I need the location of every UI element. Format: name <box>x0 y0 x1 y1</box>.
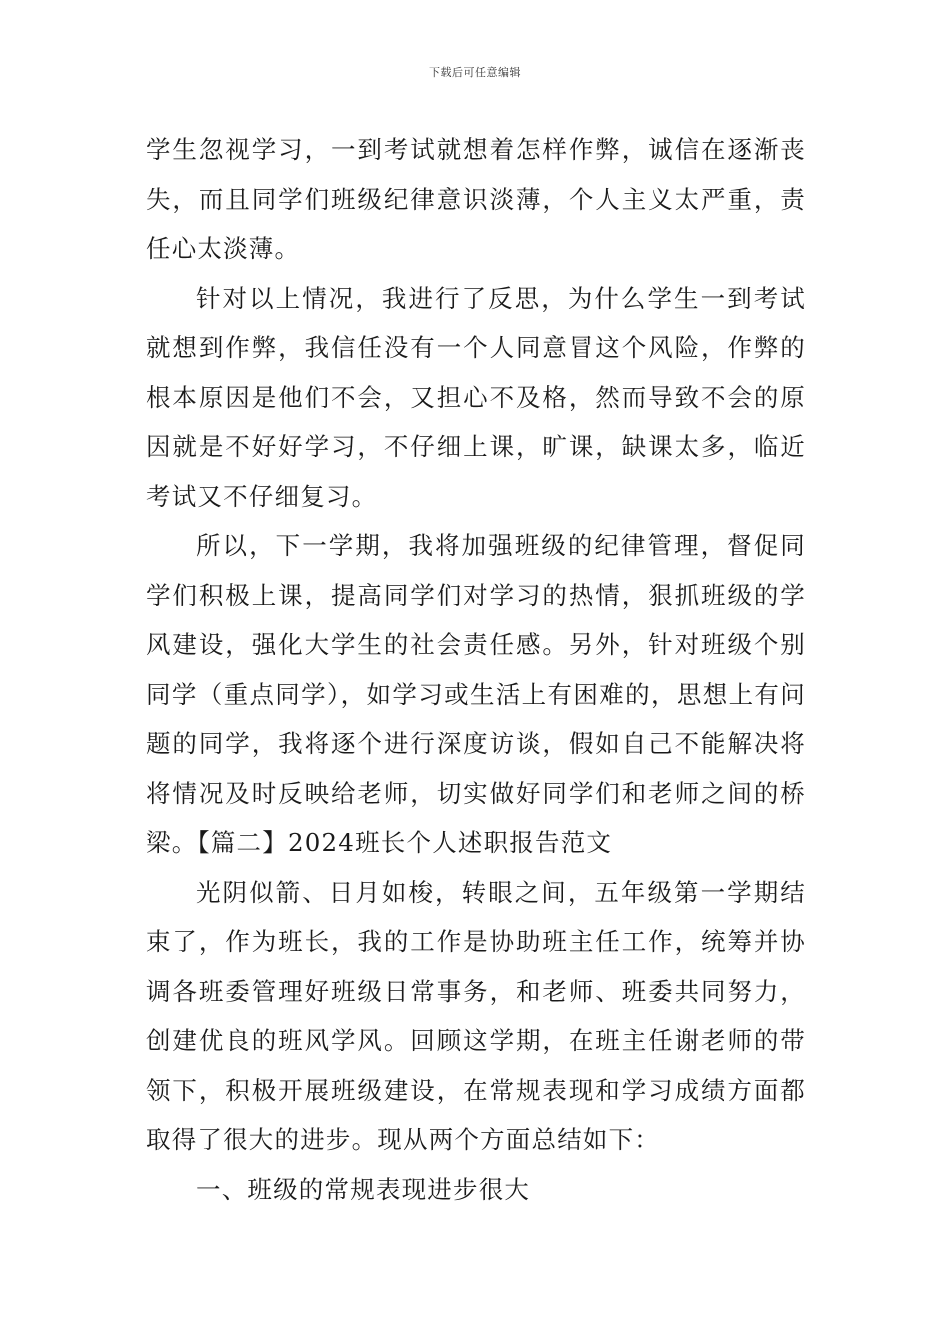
paragraph-1: 学生忽视学习，一到考试就想着怎样作弊，诚信在逐渐丧失，而且同学们班级纪律意识淡薄，个人主义太严重，责任心太淡薄。 <box>146 135 806 263</box>
paragraph-2: 针对以上情况，我进行了反思，为什么学生一到考试就想到作弊，我信任没有一个人同意冒这个风险，作弊的根本原因是他们不会，又担心不及格，然而导致不会的原因就是不好好学习，不仔细上课，旷课，缺课太多，临近考试又不仔细复习。 <box>146 283 806 511</box>
paragraph-4: 光阴似箭、日月如梭，转眼之间，五年级第一学期结束了，作为班长，我的工作是协助班主任工作，统筹并协调各班委管理好班级日常事务，和老师、班委共同努力，创建优良的班风学风。回顾这学期，在班主任谢老师的带领下，积极开展班级建设，在常规表现和学习成绩方面都取得了很大的进步。现从两个方面总结如下： <box>146 877 806 1154</box>
section-heading: 一、班级的常规表现进步很大 <box>196 1174 531 1204</box>
page-header-note: 下载后可任意编辑 <box>429 66 521 79</box>
document-body <box>146 125 806 1214</box>
paragraph-3: 所以，下一学期，我将加强班级的纪律管理，督促同学们积极上课，提高同学们对学习的热情，狠抓班级的学风建设，强化大学生的社会责任感。另外，针对班级个别同学（重点同学），如学习或生活上有困难的，思想上有问题的同学，我将逐个进行深度访谈，假如自己不能解决将将情况及时反映给老师，切实做好同学们和老师之间的桥梁。【篇二】2024班长个人述职报告范文 <box>146 531 806 857</box>
